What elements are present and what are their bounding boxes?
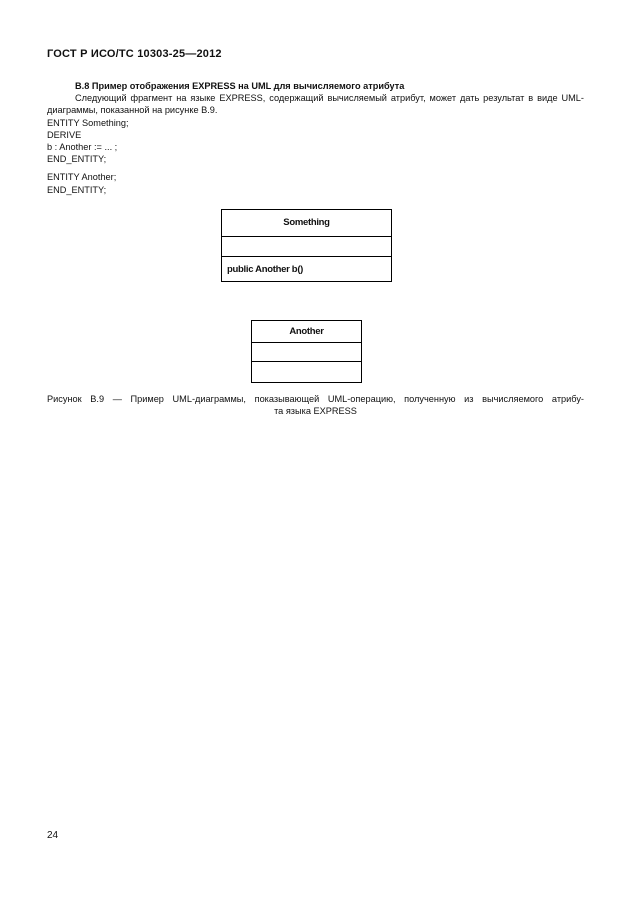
- section-paragraph: [47, 92, 584, 116]
- code-line: DERIVE: [47, 129, 82, 140]
- express-code-block-1: [47, 117, 584, 166]
- express-code-block-2: [47, 171, 584, 195]
- paragraph-line-2: UML-диаграммы, показанной на рисунке В.9.: [47, 93, 584, 116]
- uml-class-name: Something: [283, 217, 330, 228]
- uml-attributes-compartment: [222, 236, 391, 256]
- section-title: В.8 Пример отображения EXPRESS на UML для вычисляемого атрибута: [75, 81, 405, 91]
- uml-class-another: [251, 320, 362, 383]
- uml-class-something: [221, 209, 392, 282]
- document-header: ГОСТ Р ИСО/ТС 10303-25—2012: [47, 48, 222, 60]
- uml-operations-compartment: [252, 361, 361, 382]
- figure-caption: [47, 393, 584, 417]
- code-line: END_ENTITY;: [47, 154, 107, 165]
- section-content: [47, 80, 584, 196]
- paragraph-line-1: Следующий фрагмент на языке EXPRESS, содержащий вычисляемый атрибут, может дать результат в виде: [75, 93, 558, 104]
- caption-line-1: Рисунок В.9 — Пример UML-диаграммы, показывающей UML-операцию, полученную из вычисляемого атрибу-: [47, 394, 584, 404]
- uml-attributes-compartment: [252, 342, 361, 361]
- page-number: 24: [47, 830, 59, 841]
- uml-class-name: Another: [289, 326, 324, 337]
- code-line: ENTITY Another;: [47, 172, 117, 183]
- uml-operation: public Another b(): [222, 256, 391, 281]
- code-line: END_ENTITY;: [47, 184, 107, 195]
- caption-line-2: та языка EXPRESS: [274, 406, 357, 416]
- code-line: ENTITY Something;: [47, 117, 129, 128]
- code-line: b : Another := ... ;: [47, 142, 118, 153]
